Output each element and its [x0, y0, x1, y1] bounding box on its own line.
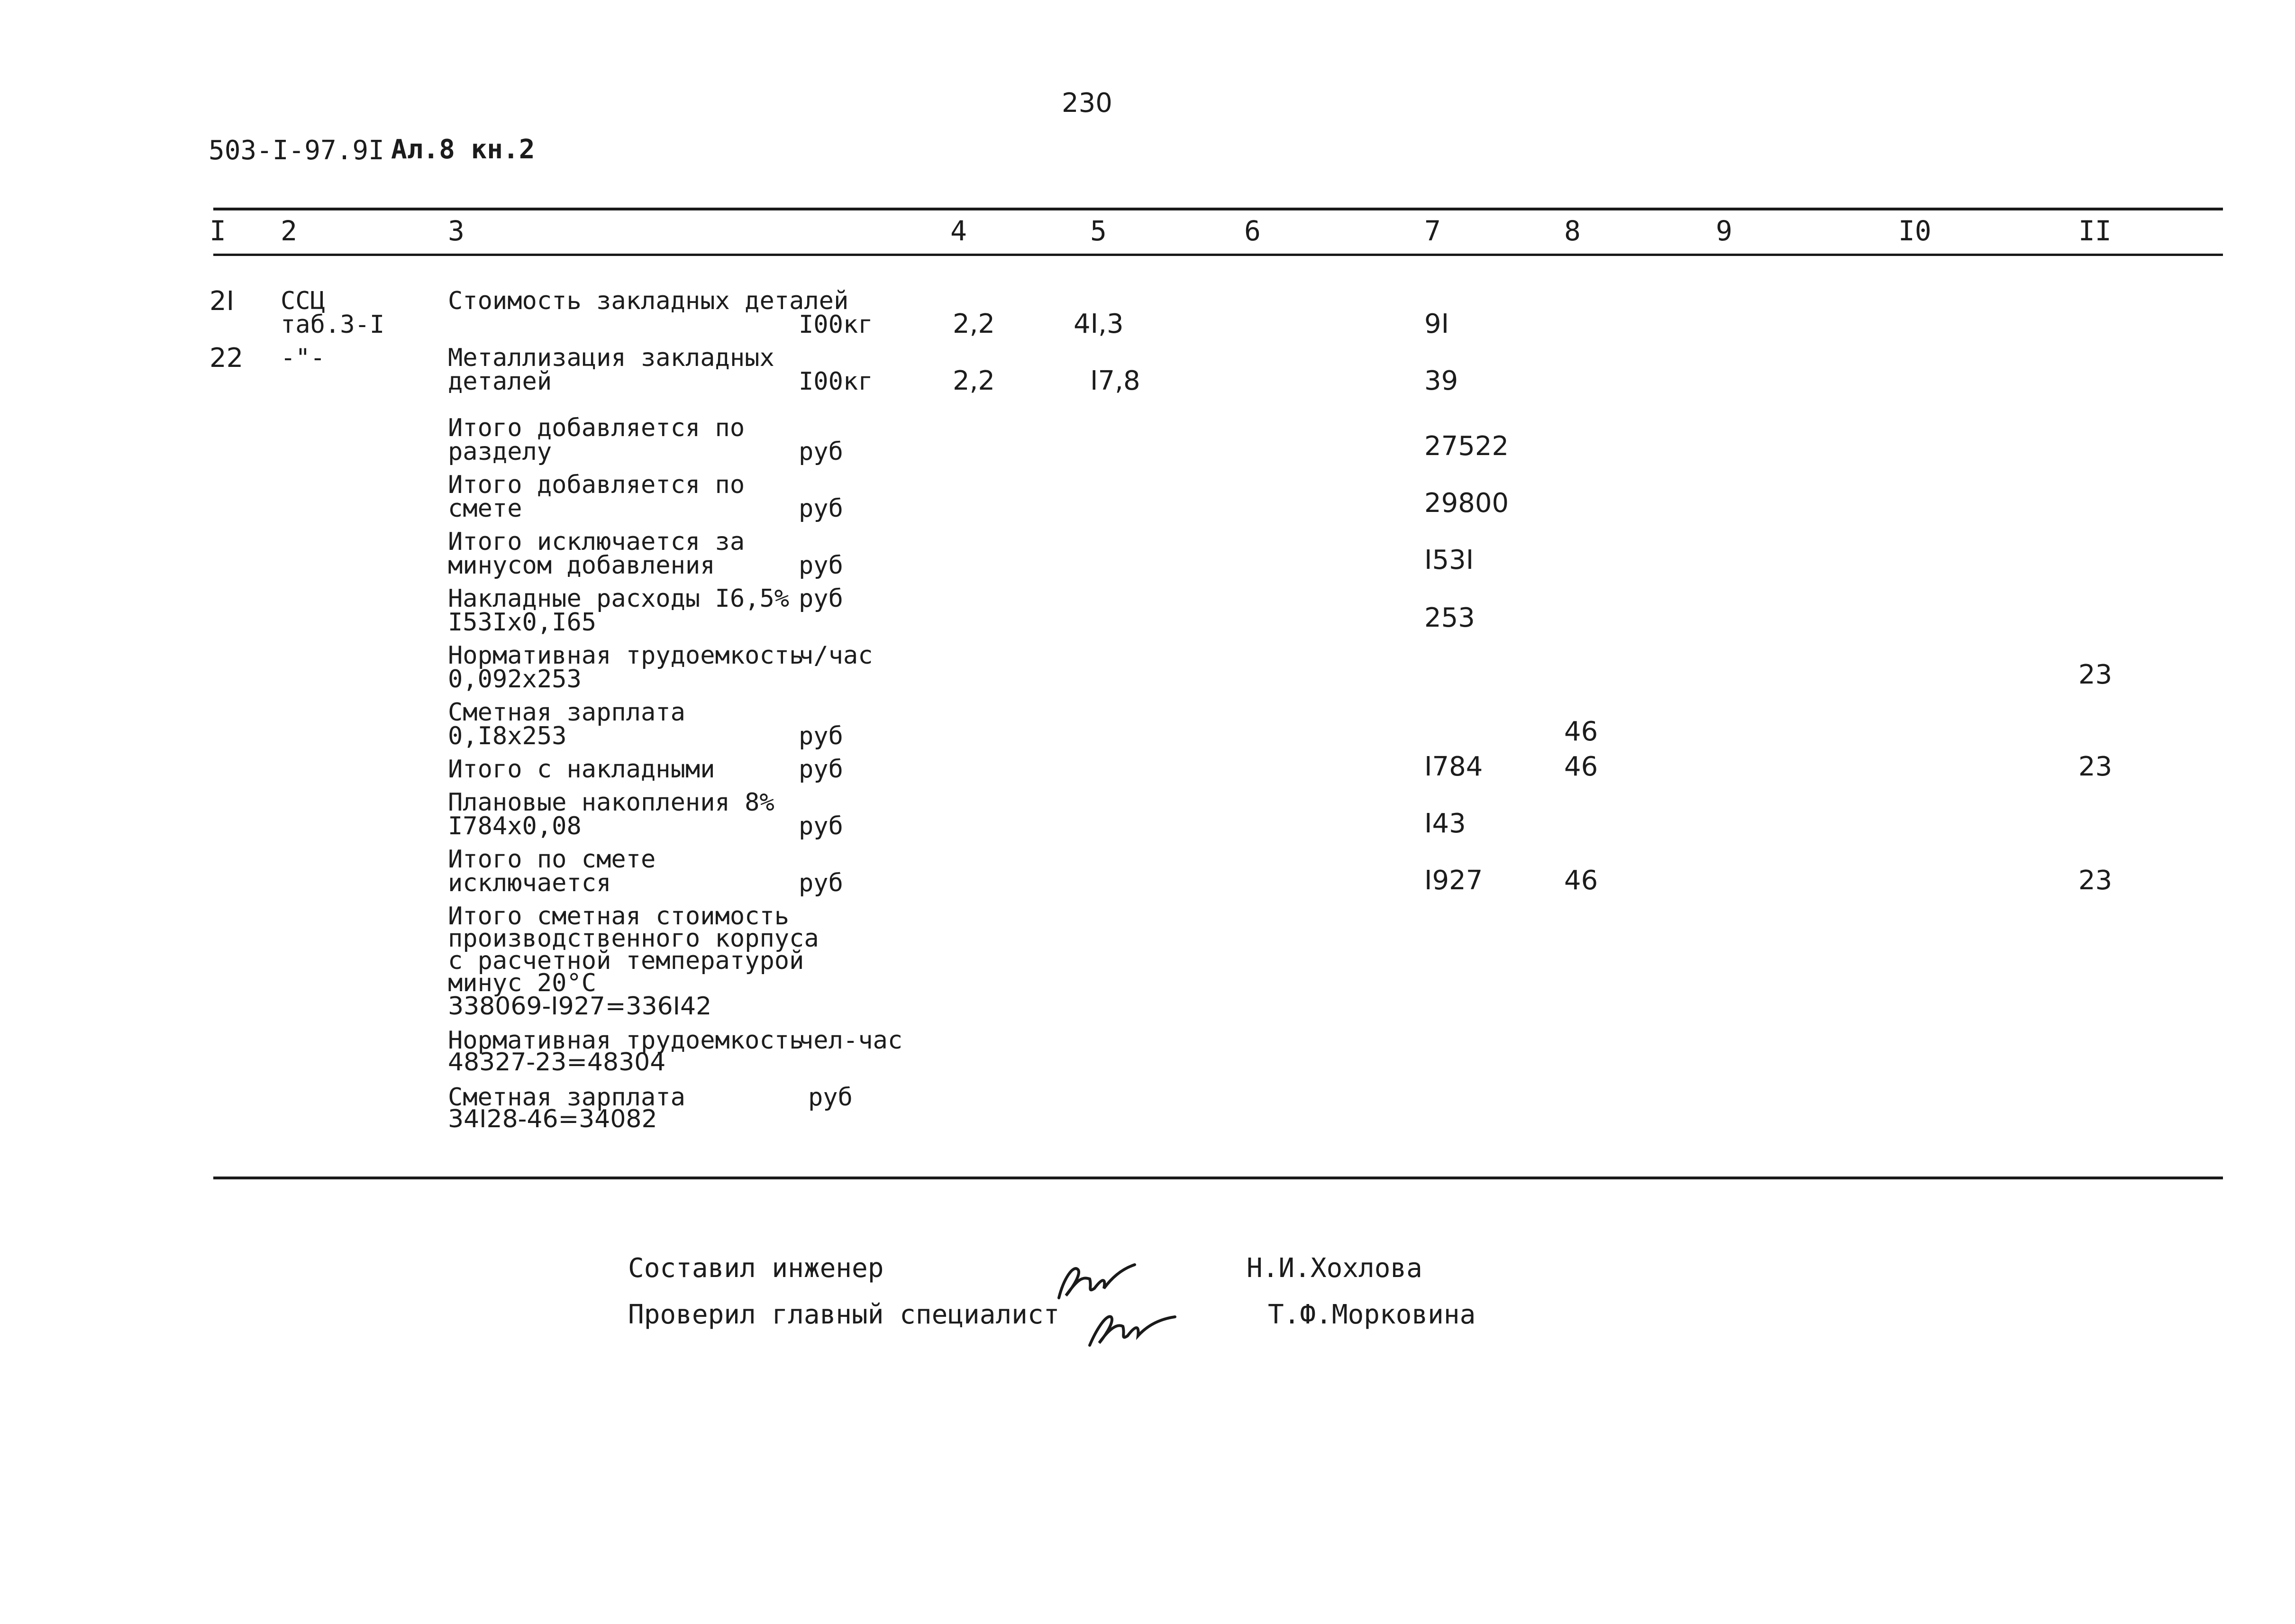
row-col7: I43 — [1424, 808, 1466, 839]
compiled-label: Составил инженер — [628, 1253, 884, 1284]
doc-code: 503-I-97.9I — [209, 135, 384, 166]
row-col4: 2,2 — [953, 365, 995, 396]
summary-wage-calc: 34I28-46=34082 — [448, 1105, 657, 1133]
row-number: 22 — [209, 343, 244, 374]
row-name-line2: I784х0,08 — [448, 812, 582, 840]
row-name: Итого добавляется по — [448, 471, 745, 499]
checked-label: Проверил главный специалист — [628, 1299, 1060, 1330]
row-unit: руб — [799, 494, 843, 523]
row-col8: 46 — [1564, 716, 1598, 747]
signature-checked-image — [1069, 1287, 1184, 1363]
row-col7: 39 — [1424, 365, 1458, 396]
row-unit: руб — [799, 438, 843, 466]
row-name-line2: минусом добавления — [448, 551, 715, 580]
row-name: Стоимость закладных деталей — [448, 287, 849, 315]
row-unit: I00кг — [799, 367, 873, 396]
summary-labor-label: Нормативная трудоемкость — [448, 1026, 804, 1055]
row-col8: 46 — [1564, 751, 1598, 782]
row-name: Итого исключается за — [448, 528, 745, 556]
col-header-6: 6 — [1244, 215, 1261, 247]
summary-total-calc: 338069-I927=336I42 — [448, 992, 712, 1021]
row-name-line2: разделу — [448, 438, 552, 466]
summary-labor-calc: 48327-23=48304 — [448, 1048, 666, 1077]
page-number: 230 — [1062, 88, 1112, 119]
row-name-line2: 0,I8х253 — [448, 722, 567, 750]
col-header-4: 4 — [950, 215, 967, 247]
summary-labor-unit: чел-час — [799, 1026, 903, 1055]
row-col7: 27522 — [1424, 431, 1509, 462]
col-header-1: I — [209, 215, 226, 247]
summary-total-line: Итого сметная стоимость — [448, 902, 790, 931]
summary-wage-unit: руб — [808, 1083, 853, 1112]
table-bottom-rule — [213, 1177, 2223, 1179]
row-name: Плановые накопления 8% — [448, 788, 774, 817]
row-col7: 253 — [1424, 602, 1475, 633]
row-name-line2: 0,092х253 — [448, 665, 582, 693]
row-unit: руб — [799, 584, 843, 613]
checked-name: Т.Ф.Морковина — [1268, 1299, 1476, 1330]
row-unit: руб — [799, 869, 843, 897]
row-unit: руб — [799, 812, 843, 840]
row-col7: 9I — [1424, 309, 1449, 339]
doc-album: Ал.8 кн.2 — [391, 134, 535, 165]
row-name: Металлизация закладных — [448, 344, 774, 372]
row-col11: 23 — [2078, 751, 2113, 782]
table-header-rule — [213, 254, 2223, 256]
summary-total-line: с расчетной температурой — [448, 947, 804, 975]
row-name: Нормативная трудоемкость — [448, 641, 804, 670]
row-name-line2: деталей — [448, 367, 552, 396]
row-col5: I7,8 — [1090, 365, 1140, 396]
col-header-8: 8 — [1564, 215, 1581, 247]
row-ref: -"- — [281, 344, 325, 372]
row-name-line2: смете — [448, 494, 522, 523]
row-name: Накладные расходы I6,5% — [448, 584, 790, 613]
row-col11: 23 — [2078, 659, 2113, 690]
col-header-2: 2 — [281, 215, 297, 247]
col-header-5: 5 — [1090, 215, 1107, 247]
row-name: Итого по смете — [448, 845, 656, 874]
summary-total-line: производственного корпуса — [448, 924, 819, 953]
col-header-7: 7 — [1424, 215, 1441, 247]
row-unit: руб — [799, 551, 843, 580]
col-header-11: II — [2078, 215, 2112, 247]
row-col7: I53I — [1424, 545, 1474, 575]
row-col4: 2,2 — [953, 309, 995, 339]
row-unit: ч/час — [799, 641, 873, 670]
row-col5: 4I,3 — [1074, 309, 1124, 339]
row-unit: I00кг — [799, 310, 873, 339]
row-col7: 29800 — [1424, 488, 1509, 519]
compiled-name: Н.И.Хохлова — [1247, 1253, 1422, 1284]
row-ref-line2: таб.3-I — [281, 310, 385, 339]
row-ref: ССЦ — [281, 287, 325, 315]
col-header-10: I0 — [1898, 215, 1931, 247]
row-name-line2: исключается — [448, 869, 611, 897]
col-header-3: 3 — [448, 215, 464, 247]
row-name: Итого с накладными — [448, 755, 715, 784]
summary-total-line: минус 20°С — [448, 969, 597, 997]
col-header-9: 9 — [1716, 215, 1732, 247]
row-col8: 46 — [1564, 865, 1598, 896]
row-name-line2: I53Iх0,I65 — [448, 608, 597, 637]
row-col7: I927 — [1424, 865, 1483, 896]
row-number: 2I — [209, 286, 235, 317]
row-unit: руб — [799, 755, 843, 784]
table-top-rule — [213, 208, 2223, 210]
row-col11: 23 — [2078, 865, 2113, 896]
row-unit: руб — [799, 722, 843, 750]
row-name: Итого добавляется по — [448, 414, 745, 442]
row-col7: I784 — [1424, 751, 1483, 782]
row-name: Сметная зарплата — [448, 698, 685, 727]
summary-wage-label: Сметная зарплата — [448, 1083, 685, 1112]
